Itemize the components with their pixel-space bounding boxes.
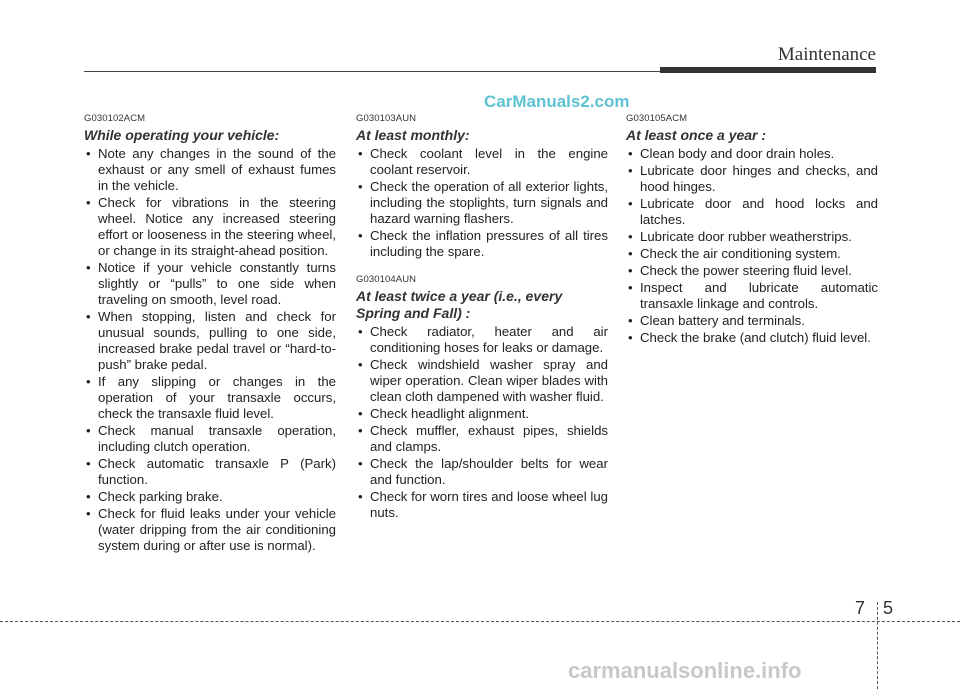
list-item: • Check the power steering fluid level. [626, 263, 878, 279]
watermark-site: carmanualsonline.info [568, 658, 802, 683]
header-rule-bar [660, 67, 876, 73]
list-item: • When stopping, listen and check for unusual sounds, pulling to one side, increased brake pedal travel or “hard-to-push” brake pedal. [84, 309, 336, 373]
section-code: G030103AUN [356, 113, 417, 124]
list-item: • Clean body and door drain holes. [626, 146, 878, 162]
checklist [356, 146, 608, 260]
section-heading: At least twice a year (i.e., every Spring and Fall) : [356, 288, 563, 321]
footer-rule [0, 621, 960, 622]
column-2 [356, 113, 608, 522]
list-item: • Check for worn tires and loose wheel lug nuts. [356, 489, 608, 521]
section-while-operating [84, 113, 336, 554]
list-item: • Check for fluid leaks under your vehicle (water dripping from the air conditioning system during or after use is normal). [84, 506, 336, 554]
list-item: • Check the brake (and clutch) fluid level. [626, 330, 878, 346]
page-number: 5 [883, 598, 894, 618]
list-item: • Check headlight alignment. [356, 406, 608, 422]
list-item: • Check muffler, exhaust pipes, shields and clamps. [356, 423, 608, 455]
list-item: • Lubricate door hinges and checks, and hood hinges. [626, 163, 878, 195]
list-item: • Check windshield washer spray and wiper operation. Clean wiper blades with clean cloth dampened with washer fluid. [356, 357, 608, 405]
checklist [626, 146, 878, 346]
list-item: • Clean battery and terminals. [626, 313, 878, 329]
list-item: • Inspect and lubricate automatic transaxle linkage and controls. [626, 280, 878, 312]
checklist [84, 146, 336, 554]
section-code: G030105ACM [626, 113, 688, 124]
chapter-number: 7 [855, 598, 866, 618]
section-title-maintenance: Maintenance [777, 44, 876, 65]
section-twice-a-year [356, 274, 608, 521]
list-item: • Note any changes in the sound of the exhaust or any smell of exhaust fumes in the vehicle. [84, 146, 336, 194]
section-monthly [356, 113, 608, 260]
section-once-a-year [626, 113, 878, 346]
list-item: • Check the inflation pressures of all tires including the spare. [356, 228, 608, 260]
list-item: • Lubricate door and hood locks and latches. [626, 196, 878, 228]
header-rule [84, 71, 660, 72]
column-3 [626, 113, 878, 347]
checklist [356, 324, 608, 521]
footer-divider [877, 602, 878, 689]
watermark-logo: CarManuals2.com [484, 92, 630, 111]
list-item: • Check the operation of all exterior lights, including the stoplights, turn signals and hazard warning flashers. [356, 179, 608, 227]
list-item: • Check the air conditioning system. [626, 246, 878, 262]
section-heading: At least once a year : [626, 127, 767, 143]
list-item: • Check manual transaxle operation, including clutch operation. [84, 423, 336, 455]
section-heading: At least monthly: [356, 127, 470, 143]
column-1 [84, 113, 336, 555]
list-item: • Check coolant level in the engine coolant reservoir. [356, 146, 608, 178]
list-item: • If any slipping or changes in the operation of your transaxle occurs, check the transaxle fluid level. [84, 374, 336, 422]
list-item: • Check parking brake. [84, 489, 336, 505]
list-item: • Check automatic transaxle P (Park) function. [84, 456, 336, 488]
list-item: • Notice if your vehicle constantly turns slightly or “pulls” to one side when traveling on smooth, level road. [84, 260, 336, 308]
list-item: • Check the lap/shoulder belts for wear and function. [356, 456, 608, 488]
list-item: • Check radiator, heater and air conditioning hoses for leaks or damage. [356, 324, 608, 356]
section-code: G030104AUN [356, 274, 417, 285]
list-item: • Lubricate door rubber weatherstrips. [626, 229, 878, 245]
list-item: • Check for vibrations in the steering wheel. Notice any increased steering effort or looseness in the steering wheel, or change in its straight-ahead position. [84, 195, 336, 259]
section-heading: While operating your vehicle: [84, 127, 280, 143]
section-code: G030102ACM [84, 113, 146, 124]
